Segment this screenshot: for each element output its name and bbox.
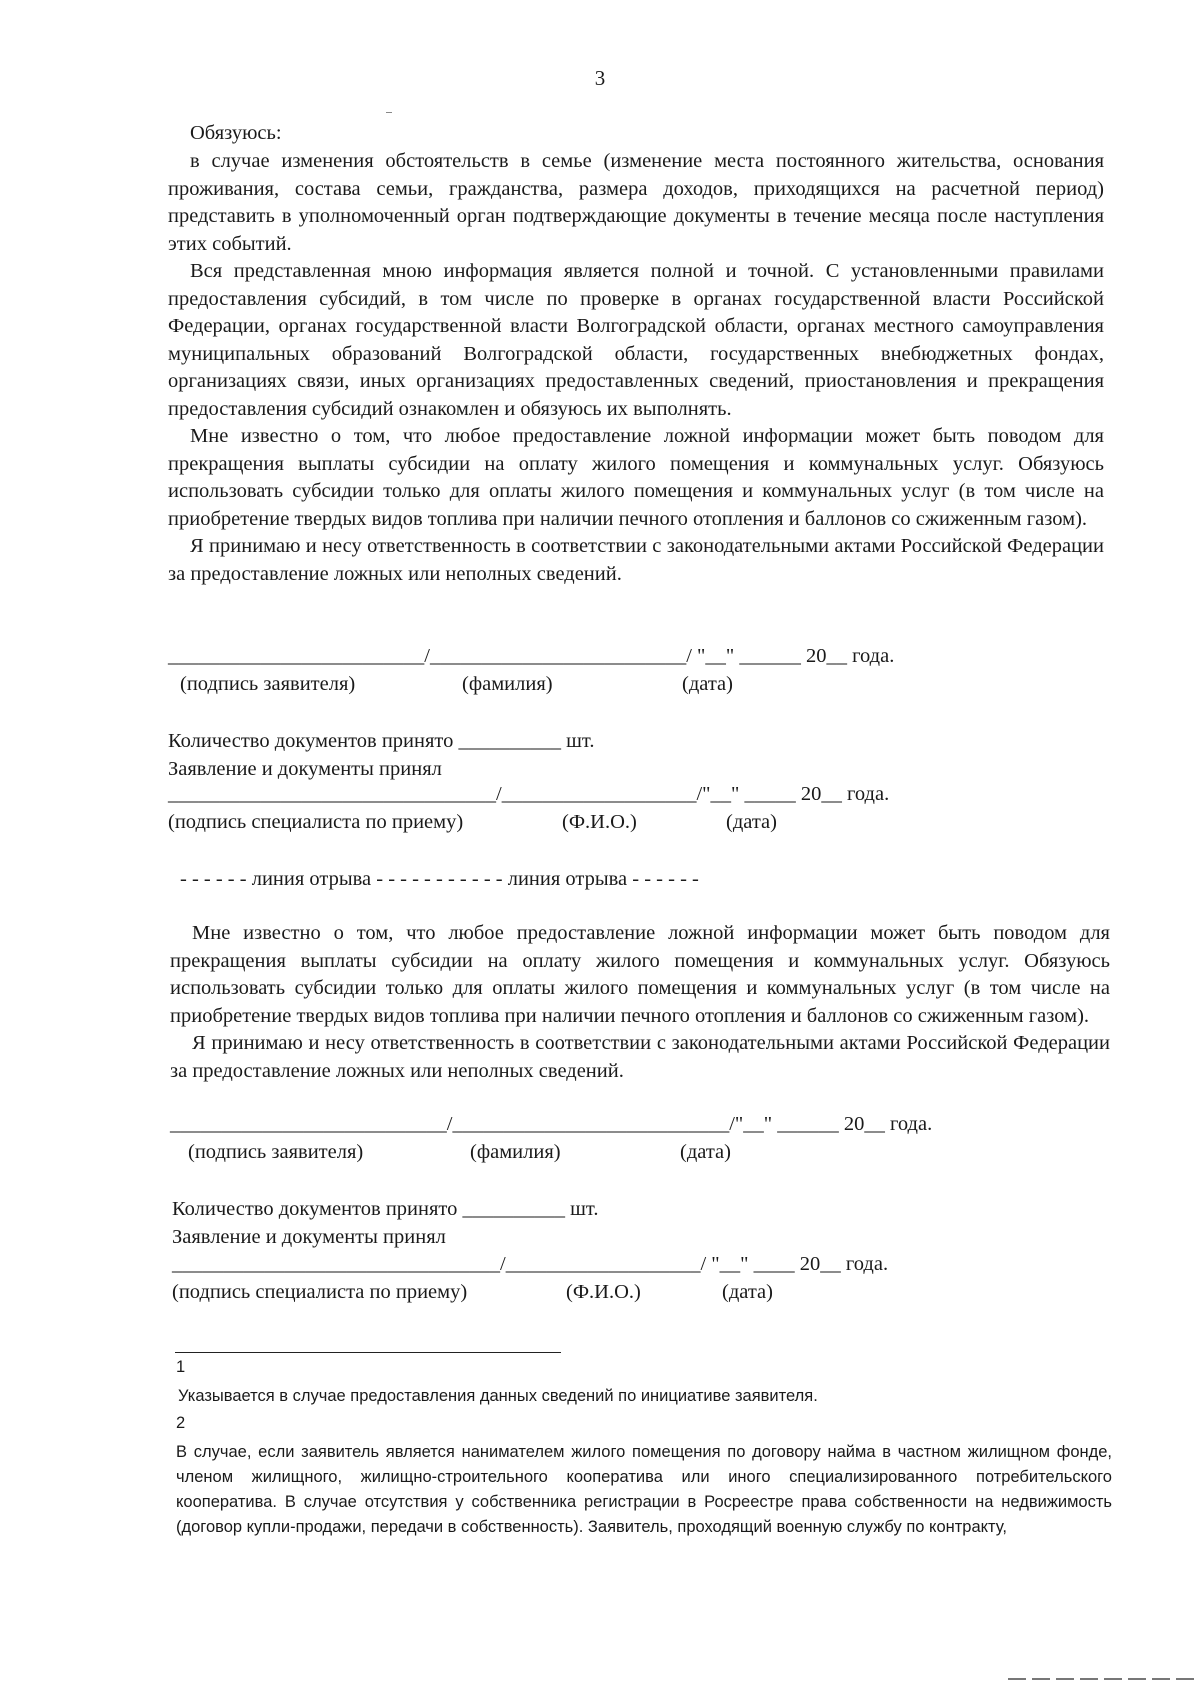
applicant-surname-label: (фамилия) <box>462 673 553 695</box>
known-paragraph: Мне известно о том, что любое предоставление ложной информации может быть поводом для прекращения выплаты субсидии на оплату жилого помещения и коммунальных услуг. Обязуюсь использовать субсидии только для оплаты жилого помещения и коммунальных услуг (в том числе на приобретение твердых видов топлива при наличии печного отопления и баллонов со сжиженным газом). <box>168 425 1104 530</box>
specialist-signature-label-2: (подпись специалиста по приему) <box>172 1281 468 1303</box>
footnote-1-text: Указывается в случае предоставления данных сведений по инициативе заявителя. <box>178 1387 818 1405</box>
applicant-surname-label-2: (фамилия) <box>470 1141 561 1163</box>
footnote-2-number: 2 <box>176 1414 186 1432</box>
specialist-fio-label-2: (Ф.И.О.) <box>566 1281 641 1303</box>
footnote-1-number: 1 <box>176 1358 186 1376</box>
specialist-signature-label: (подпись специалиста по приему) <box>168 811 464 833</box>
specialist-signature-line: ________________________________/___________________/"__" _____ 20__ года. <box>168 783 890 805</box>
applicant-date-label-2: (дата) <box>680 1141 731 1163</box>
applicant-date-label: (дата) <box>682 673 733 695</box>
responsibility-paragraph: Я принимаю и несу ответственность в соответствии с законодательными актами Российской Федерации за предоставление ложных или неполных сведений. <box>168 535 1104 585</box>
applicant-signature-line-2: ___________________________/___________________________/"__" ______ 20__ года. <box>170 1113 933 1135</box>
obligation-heading: Обязуюсь: <box>190 122 282 144</box>
page-number: 3 <box>594 66 606 90</box>
documents-accepted-line: Заявление и документы принял <box>168 758 442 780</box>
applicant-signature-line: _________________________/_________________________/ "__" ______ 20__ года. <box>168 645 895 667</box>
section2-text <box>170 920 1110 1085</box>
known-paragraph-2: Мне известно о том, что любое предоставление ложной информации может быть поводом для прекращения выплаты субсидии на оплату жилого помещения и коммунальных услуг. Обязуюсь использовать субсидии только для оплаты жилого помещения и коммунальных услуг (в том числе на приобретение твердых видов топлива при наличии печного отопления и баллонов со сжиженным газом). <box>170 922 1110 1027</box>
documents-count-line-2: Количество документов принято __________ шт. <box>172 1198 599 1220</box>
tear-line: - - - - - - линия отрыва - - - - - - - - - - - линия отрыва - - - - - - <box>180 868 699 890</box>
obligation-paragraph: в случае изменения обстоятельств в семье (изменение места постоянного жительства, основания проживания, состава семьи, гражданства, размера доходов, приходящихся на расчетной период) представить в уполномоченный орган подтверждающие документы в течение месяца после наступления этих событий. <box>168 150 1104 255</box>
documents-count-line: Количество документов принято __________ шт. <box>168 730 595 752</box>
scan-artifact <box>386 112 392 113</box>
applicant-signature-label: (подпись заявителя) <box>180 673 356 695</box>
info-complete-paragraph: Вся представленная мною информация является полной и точной. С установленными правилами предоставления субсидий, в том числе по проверке в органах государственной власти Российской Федерации, органах государственной власти Волгоградской области, органах местного самоуправления муниципальных образований Волгоградской области, государственных внебюджетных фондах, организациях связи, иных организациях предоставленных сведений, приостановления и прекращения предоставления субсидий ознакомлен и обязуюсь их выполнять. <box>168 260 1104 420</box>
scan-artifact <box>1008 1678 1198 1680</box>
applicant-signature-label-2: (подпись заявителя) <box>188 1141 364 1163</box>
specialist-date-label: (дата) <box>726 811 777 833</box>
specialist-date-label-2: (дата) <box>722 1281 773 1303</box>
footnote-2-text: В случае, если заявитель является нанимателем жилого помещения по договору найма в частном жилищном фонде, членом жилищного, жилищно-строительного кооператива или иного специализированного потребительского кооператива. В случае отсутствия у собственника регистрации в Росреестре права собственности на недвижимость (договор купли-продажи, передачи в собственность). Заявитель, проходящий военную службу по контракту, <box>176 1443 1112 1536</box>
section1-text <box>168 148 1104 588</box>
documents-accepted-line-2: Заявление и документы принял <box>172 1226 446 1248</box>
specialist-signature-line-2: ________________________________/___________________/ "__" ____ 20__ года. <box>172 1253 889 1275</box>
responsibility-paragraph-2: Я принимаю и несу ответственность в соответствии с законодательными актами Российской Федерации за предоставление ложных или неполных сведений. <box>170 1032 1110 1082</box>
specialist-fio-label: (Ф.И.О.) <box>562 811 637 833</box>
footnote-separator <box>175 1352 561 1353</box>
